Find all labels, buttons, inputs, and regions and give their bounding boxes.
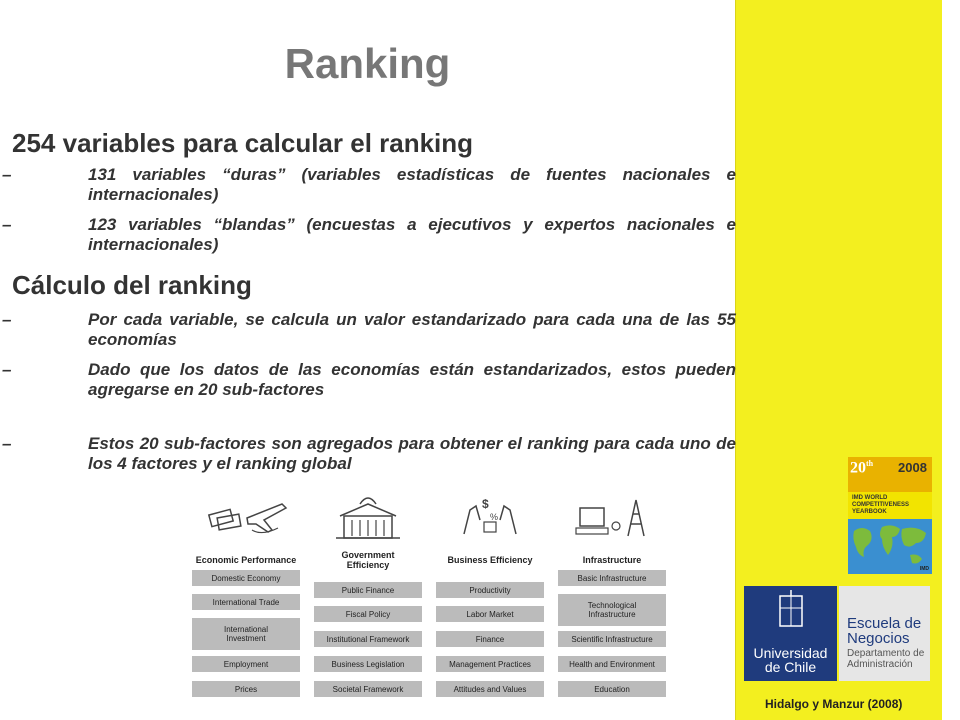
subfactor-box: Domestic Economy [192, 570, 300, 586]
subfactor-box: Productivity [436, 582, 544, 598]
section-heading-calculation: Cálculo del ranking [12, 270, 252, 300]
world-map-icon [848, 519, 932, 574]
subfactor-box: Institutional Framework [314, 631, 422, 647]
escuela-de-negocios-logo [839, 586, 930, 681]
money-plane-icon [192, 490, 300, 542]
university-name: Universidad de Chile [753, 645, 828, 675]
svg-text:$: $ [482, 497, 489, 511]
subfactor-box: International Trade [192, 594, 300, 610]
factor-government-efficiency [314, 490, 422, 694]
factor-infrastructure [558, 490, 666, 694]
subfactor-box: Public Finance [314, 582, 422, 598]
subfactor-box: Health and Environment [558, 656, 666, 672]
subfactor-box: Education [558, 681, 666, 697]
subfactor-box: Technological Infrastructure [558, 594, 666, 626]
bullet-dash: – [2, 434, 12, 453]
subfactor-box: Finance [436, 631, 544, 647]
bullet-dash: – [2, 215, 12, 234]
government-building-icon [314, 490, 422, 542]
book-edition: 20th [850, 459, 874, 477]
factor-economic-performance [192, 490, 300, 694]
svg-text:%: % [490, 512, 499, 522]
book-title: IMD WORLD COMPETITIVENESS YEARBOOK [852, 495, 910, 515]
bullet-dash: – [2, 310, 12, 329]
bullet-dash: – [2, 165, 12, 184]
book-publisher: IMD [919, 566, 929, 572]
subfactor-box: International Investment [192, 618, 300, 650]
subfactor-box: Business Legislation [314, 656, 422, 672]
subfactor-box: Prices [192, 681, 300, 697]
subfactor-box: Employment [192, 656, 300, 672]
school-department: Departamento de Administración [847, 648, 925, 670]
business-hands-icon [436, 490, 544, 542]
subfactor-box: Attitudes and Values [436, 681, 544, 697]
school-name: Escuela de Negocios [847, 615, 922, 647]
subfactor-box: Management Practices [436, 656, 544, 672]
slide-title: Ranking [284, 40, 451, 87]
source-credit: Hidalgo y Manzur (2008) [765, 697, 903, 711]
subfactor-box: Fiscal Policy [314, 606, 422, 622]
tower-computer-icon [558, 490, 666, 542]
section-heading-variables: 254 variables para calcular el ranking [12, 128, 474, 158]
factor-heading: Government Efficiency [341, 550, 395, 570]
bullet-dash: – [2, 360, 12, 379]
subfactor-box: Scientific Infrastructure [558, 631, 666, 647]
factor-heading: Business Efficiency [447, 555, 533, 565]
university-crest-icon [744, 586, 837, 646]
universidad-de-chile-logo [744, 586, 837, 681]
factor-heading: Infrastructure [582, 555, 642, 565]
factor-heading: Economic Performance [195, 555, 297, 565]
imd-yearbook-cover [848, 457, 932, 574]
book-year: 2008 [898, 460, 927, 475]
subfactor-box: Societal Framework [314, 681, 422, 697]
subfactor-box: Labor Market [436, 606, 544, 622]
factor-business-efficiency [436, 490, 544, 694]
competitiveness-factors-diagram [188, 490, 666, 702]
subfactor-box: Basic Infrastructure [558, 570, 666, 586]
